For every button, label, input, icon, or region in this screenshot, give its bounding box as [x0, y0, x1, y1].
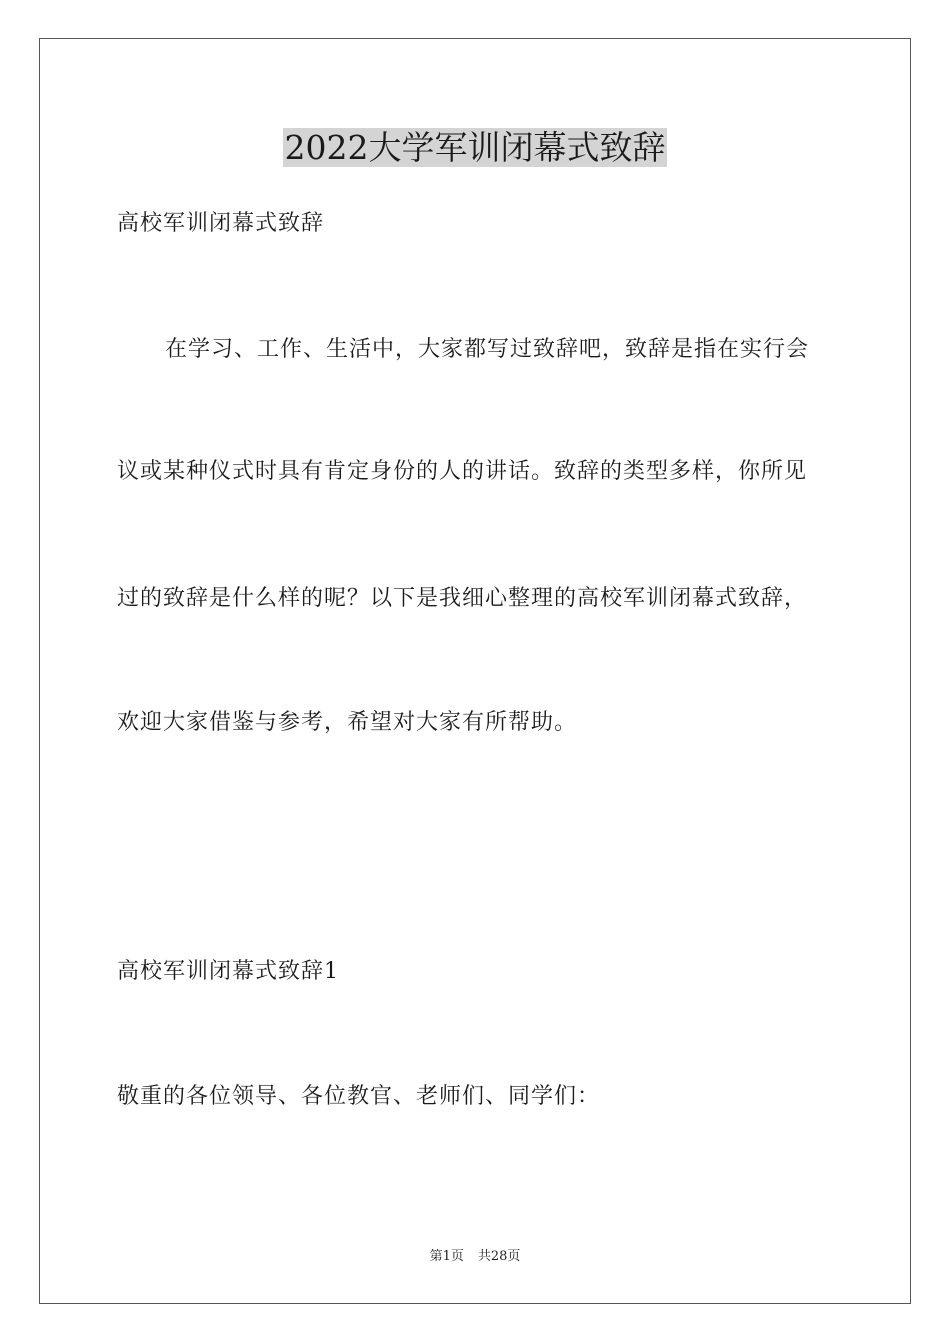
paragraph-line: 过的致辞是什么样的呢？以下是我细心整理的高校军训闭幕式致辞，	[117, 586, 808, 611]
page-total: 共28页	[477, 1249, 521, 1264]
paragraph-line: 在学习、工作、生活中，大家都写过致辞吧，致辞是指在实行会	[165, 337, 810, 362]
paragraph-line: 欢迎大家借鉴与参考，希望对大家有所帮助。	[117, 710, 578, 735]
document-title	[0, 126, 950, 170]
page-number: 第1页	[429, 1249, 464, 1264]
document-title-text: 2022大学军训闭幕式致辞	[284, 128, 666, 167]
page-footer	[0, 1248, 950, 1266]
document-subtitle: 高校军训闭幕式致辞	[117, 211, 325, 236]
section-heading: 高校军训闭幕式致辞1	[117, 959, 339, 984]
salutation-line: 敬重的各位领导、各位教官、老师们、同学们：	[117, 1084, 601, 1109]
paragraph-line: 议或某种仪式时具有肯定身份的人的讲话。致辞的类型多样，你所见	[117, 459, 808, 484]
